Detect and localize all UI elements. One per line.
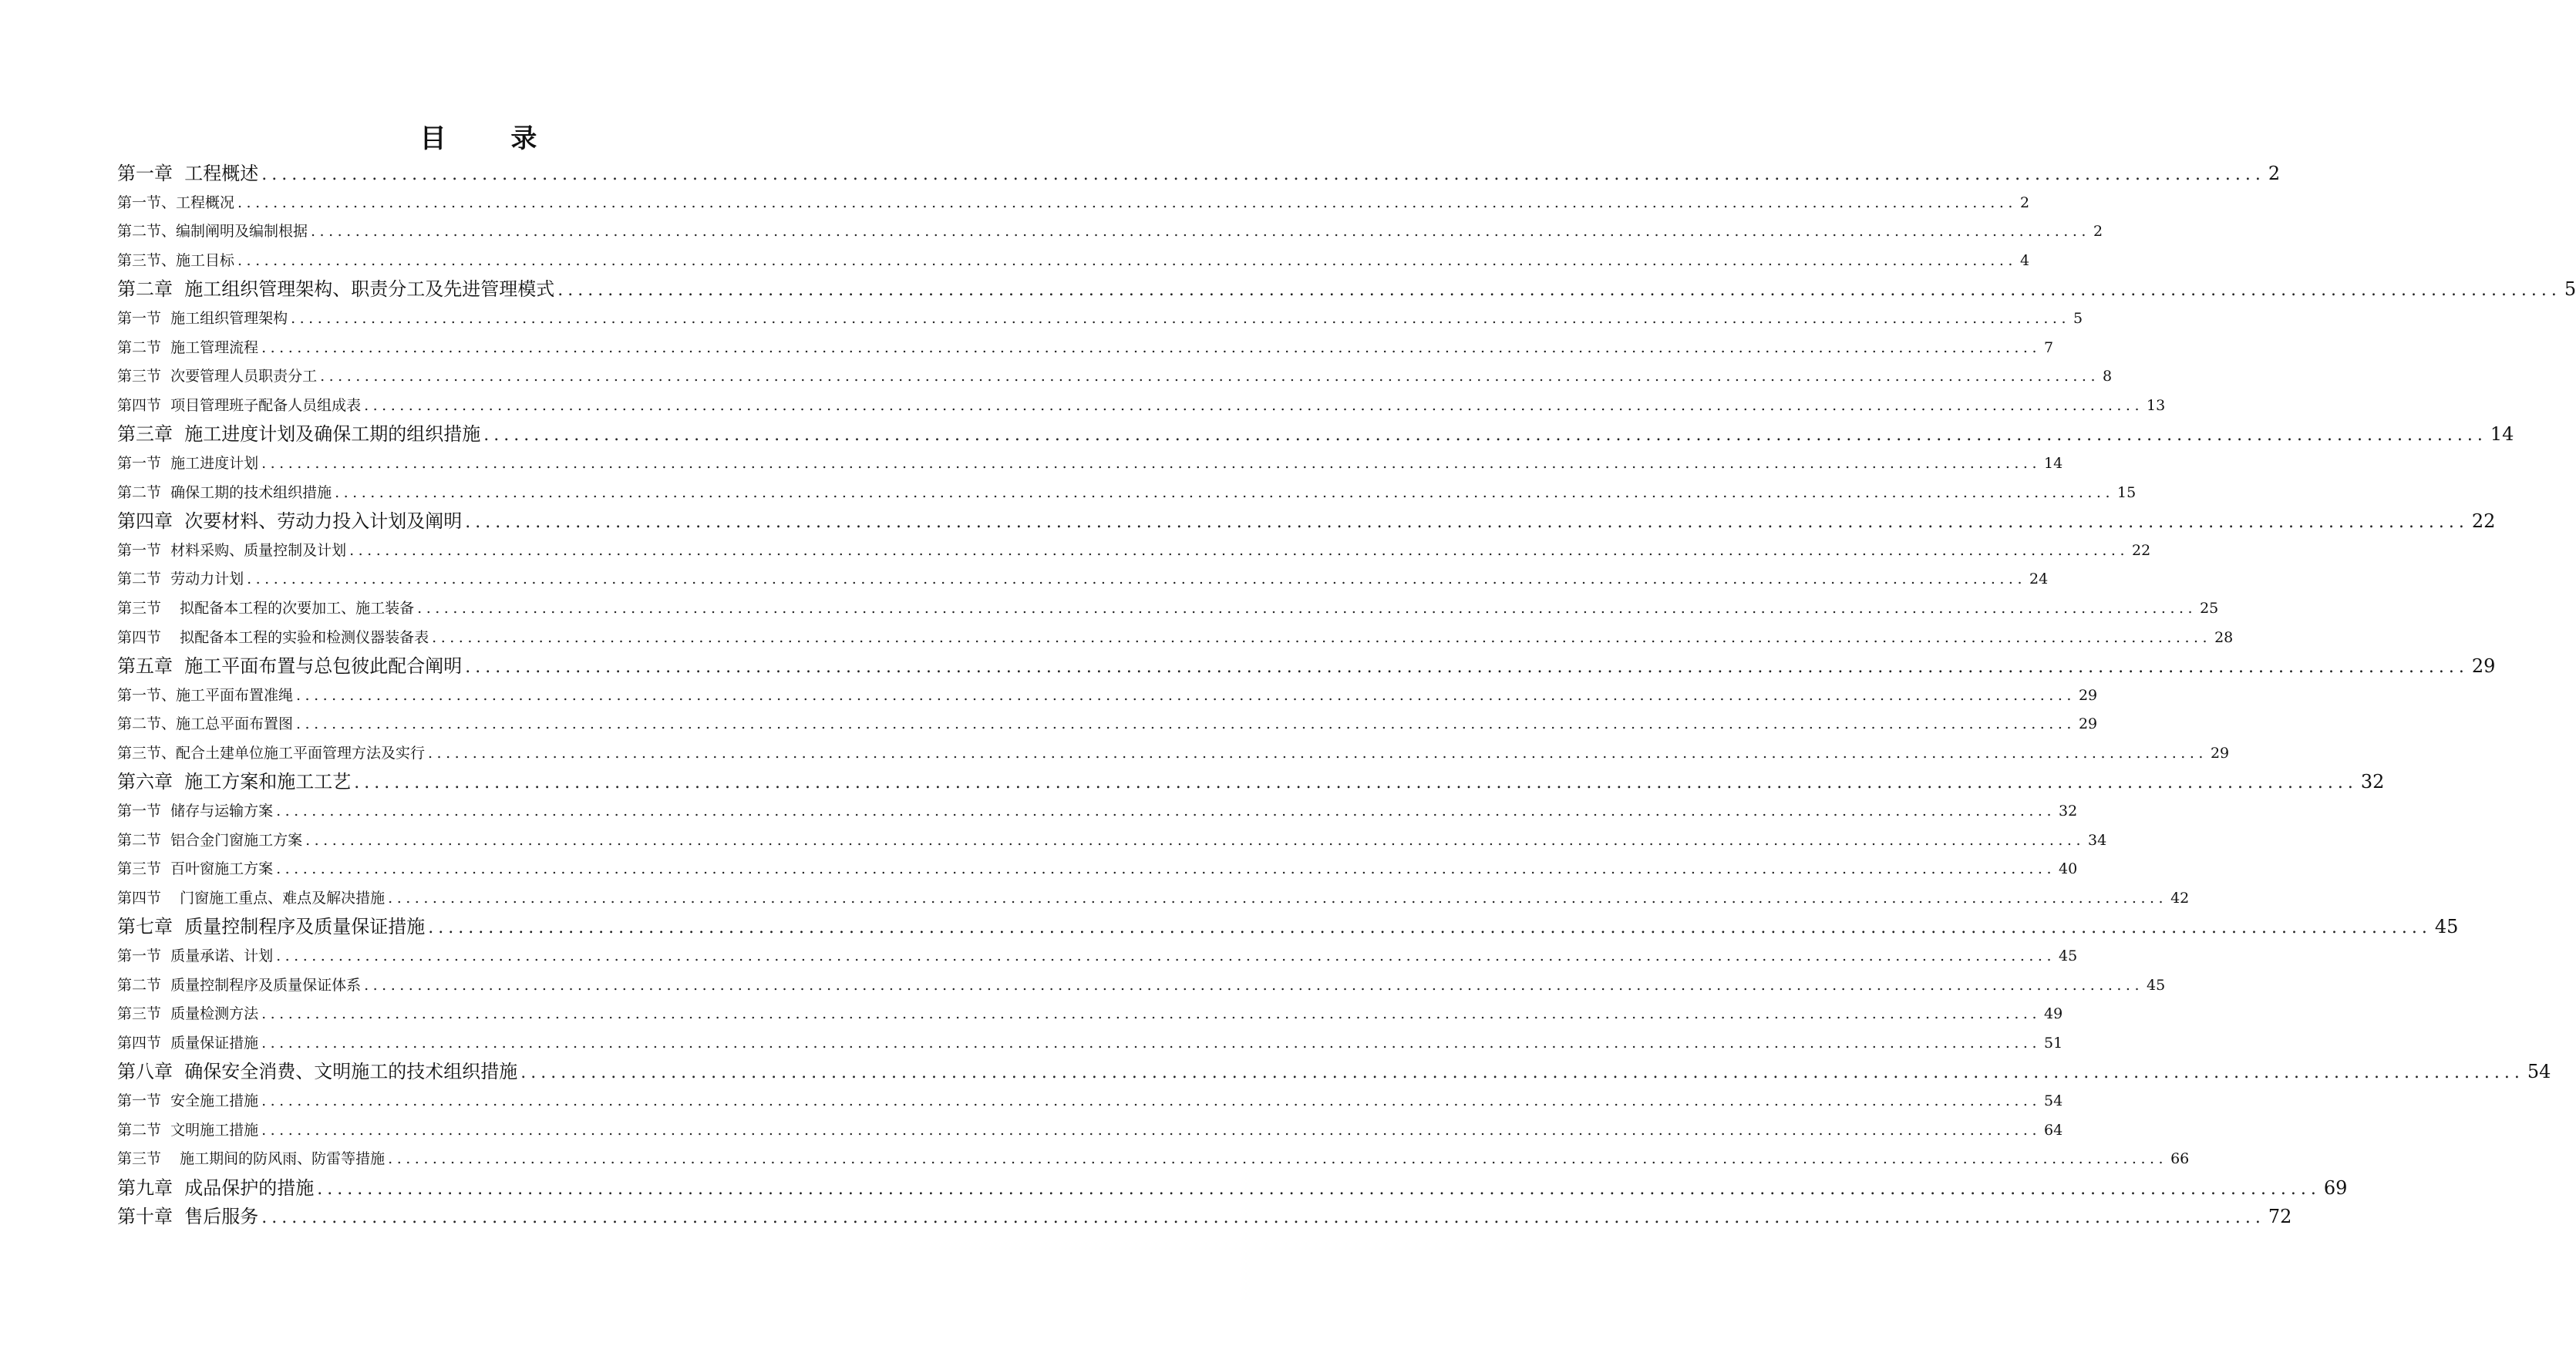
toc-entry-label: 第二节 确保工期的技术组织措施 <box>117 483 332 501</box>
toc-section-entry <box>117 247 2030 276</box>
toc-chapter-entry <box>117 1203 2292 1232</box>
toc-dot-leader: ........................................................................................................................................................................................................ <box>388 1150 2168 1168</box>
toc-entry-label: 第四节 拟配备本工程的实验和检测仪器装备表 <box>117 628 429 646</box>
toc-dot-leader: ........................................................................................................................................................................................................ <box>276 803 2056 820</box>
toc-dot-leader: ........................................................................................................................................................................................................ <box>388 889 2168 907</box>
toc-page-number: 28 <box>2214 628 2234 646</box>
toc-page-number: 54 <box>2044 1092 2063 1109</box>
toc-page-number: 5 <box>2564 278 2576 301</box>
toc-entry-label: 第八章 确保安全消费、文明施工的技术组织措施 <box>117 1061 518 1083</box>
toc-dot-leader: ........................................................................................................................................................................................................ <box>465 513 2469 533</box>
toc-dot-leader: ........................................................................................................................................................................................................ <box>428 918 2432 938</box>
toc-page-number: 5 <box>2073 309 2083 327</box>
toc-dot-leader: ........................................................................................................................................................................................................ <box>261 1034 2042 1052</box>
toc-entry-label: 第十章 售后服务 <box>117 1206 259 1228</box>
toc-page-number: 29 <box>2078 686 2098 704</box>
toc-section-entry <box>117 710 2098 739</box>
toc-page-number: 49 <box>2044 1005 2063 1023</box>
toc-page-number: 45 <box>2059 947 2078 965</box>
toc-page-number: 40 <box>2059 860 2078 878</box>
toc-section-entry <box>117 565 2049 594</box>
toc-entry-label: 第二节、施工总平面布置图 <box>117 715 294 733</box>
toc-entry-label: 第三节、配合土建单位施工平面管理方法及实行 <box>117 744 426 762</box>
toc-section-entry <box>117 1116 2063 1146</box>
toc-page-number: 14 <box>2490 423 2514 446</box>
toc-entry-label: 第一节 安全施工措施 <box>117 1092 259 1109</box>
toc-section-entry <box>117 826 2107 856</box>
toc-entry-label: 第三节 质量检测方法 <box>117 1005 259 1023</box>
toc-page-number: 69 <box>2323 1176 2348 1199</box>
toc-dot-leader: ........................................................................................................................................................................................................ <box>261 454 2042 472</box>
toc-section-entry <box>117 449 2063 479</box>
toc-dot-leader: ........................................................................................................................................................................................................ <box>237 251 2017 269</box>
toc-page-number: 42 <box>2170 889 2190 907</box>
toc-dot-leader: ........................................................................................................................................................................................................ <box>261 1121 2042 1139</box>
toc-dot-leader: ........................................................................................................................................................................................................ <box>417 599 2197 617</box>
toc-section-entry <box>117 189 2030 218</box>
toc-entry-label: 第三节 施工期间的防风雨、防雷等措施 <box>117 1150 386 1168</box>
toc-section-entry <box>117 334 2054 363</box>
toc-entry-label: 第二节 文明施工措施 <box>117 1121 259 1139</box>
toc-entry-label: 第二节 劳动力计划 <box>117 570 244 588</box>
toc-dot-leader: ........................................................................................................................................................................................................ <box>261 165 2265 184</box>
toc-entry-label: 第二节、编制阐明及编制根据 <box>117 223 308 241</box>
toc-dot-leader: ........................................................................................................................................................................................................ <box>237 194 2017 211</box>
toc-entry-label: 第一节、施工平面布置准绳 <box>117 686 294 704</box>
toc-dot-leader: ........................................................................................................................................................................................................ <box>364 396 2144 414</box>
toc-dot-leader: ........................................................................................................................................................................................................ <box>261 1092 2042 1109</box>
toc-page-number: 2 <box>2019 194 2030 211</box>
toc-entry-label: 第二节 施工管理流程 <box>117 338 259 356</box>
toc-dot-leader: ........................................................................................................................................................................................................ <box>557 281 2561 301</box>
toc-entry-label: 第二节 质量控制程序及质量保证体系 <box>117 976 362 994</box>
toc-page-number: 15 <box>2117 483 2137 501</box>
toc-dot-leader: ........................................................................................................................................................................................................ <box>261 1005 2042 1023</box>
toc-page-number: 45 <box>2434 916 2459 938</box>
toc-section-entry <box>117 682 2098 711</box>
toc-entry-label: 第六章 施工方案和施工工艺 <box>117 771 352 793</box>
toc-section-entry <box>117 479 2137 508</box>
toc-page-number: 64 <box>2044 1121 2063 1139</box>
toc-entry-label: 第四节 门窗施工重点、难点及解决措施 <box>117 889 386 907</box>
toc-page-number: 8 <box>2103 368 2113 385</box>
toc-dot-leader: ........................................................................................................................................................................................................ <box>349 541 2130 559</box>
toc-entry-label: 第三节 百叶窗施工方案 <box>117 860 274 878</box>
toc-dot-leader: ........................................................................................................................................................................................................ <box>276 947 2056 965</box>
toc-chapter-entry <box>117 160 2281 189</box>
toc-chapter-entry <box>117 1174 2348 1203</box>
toc-list <box>117 160 2576 1232</box>
toc-chapter-entry <box>117 652 2496 682</box>
toc-entry-label: 第三章 施工进度计划及确保工期的组织措施 <box>117 423 481 446</box>
toc-section-entry <box>117 942 2078 971</box>
toc-dot-leader: ........................................................................................................................................................................................................ <box>291 309 2071 327</box>
toc-dot-leader: ........................................................................................................................................................................................................ <box>311 223 2090 241</box>
toc-page-number: 45 <box>2147 976 2166 994</box>
toc-section-entry <box>117 1000 2063 1029</box>
toc-section-entry <box>117 1087 2063 1116</box>
toc-page-number: 24 <box>2029 570 2049 588</box>
toc-entry-label: 第九章 成品保护的措施 <box>117 1176 315 1199</box>
toc-entry-label: 第一节、工程概况 <box>117 194 235 211</box>
toc-entry-label: 第二节 铝合金门窗施工方案 <box>117 831 303 849</box>
toc-dot-leader: ........................................................................................................................................................................................................ <box>296 715 2076 733</box>
toc-entry-label: 第四章 次要材料、劳动力投入计划及阐明 <box>117 510 463 533</box>
toc-title: 目 录 <box>419 123 565 154</box>
toc-dot-leader: ........................................................................................................................................................................................................ <box>247 570 2027 588</box>
toc-chapter-entry <box>117 507 2496 537</box>
toc-section-entry <box>117 739 2230 769</box>
toc-entry-label: 第七章 质量控制程序及质量保证措施 <box>117 916 426 938</box>
toc-page-number: 29 <box>2210 744 2230 762</box>
toc-chapter-entry <box>117 420 2514 449</box>
toc-page-number: 14 <box>2044 454 2063 472</box>
toc-entry-label: 第五章 施工平面布置与总包彼此配合阐明 <box>117 655 463 678</box>
toc-dot-leader: ........................................................................................................................................................................................................ <box>428 744 2207 762</box>
toc-chapter-entry <box>117 768 2385 797</box>
toc-dot-leader: ........................................................................................................................................................................................................ <box>276 860 2056 878</box>
toc-page-number: 72 <box>2268 1206 2292 1228</box>
toc-entry-label: 第一节 储存与运输方案 <box>117 803 274 820</box>
toc-page-number: 13 <box>2147 396 2166 414</box>
toc-entry-label: 第一节 施工组织管理架构 <box>117 309 288 327</box>
toc-section-entry <box>117 362 2113 392</box>
toc-entry-label: 第一节 质量承诺、计划 <box>117 947 274 965</box>
toc-section-entry <box>117 594 2219 624</box>
toc-section-entry <box>117 797 2078 826</box>
toc-section-entry <box>117 971 2166 1001</box>
toc-page-number: 4 <box>2019 251 2030 269</box>
toc-dot-leader: ........................................................................................................................................................................................................ <box>317 1179 2321 1199</box>
toc-page-number: 2 <box>2268 163 2281 184</box>
toc-entry-label: 第二章 施工组织管理架构、职责分工及先进管理模式 <box>117 278 555 301</box>
toc-section-entry <box>117 392 2166 421</box>
toc-dot-leader: ........................................................................................................................................................................................................ <box>261 338 2042 356</box>
toc-dot-leader: ........................................................................................................................................................................................................ <box>520 1063 2524 1083</box>
toc-entry-label: 第四节 质量保证措施 <box>117 1034 259 1052</box>
toc-entry-label: 第三节 次要管理人员职责分工 <box>117 368 318 385</box>
toc-page-number: 34 <box>2088 831 2107 849</box>
toc-section-entry <box>117 305 2083 334</box>
toc-entry-label: 第三节 拟配备本工程的次要加工、施工装备 <box>117 599 415 617</box>
toc-chapter-entry <box>117 913 2459 942</box>
toc-dot-leader: ........................................................................................................................................................................................................ <box>364 976 2144 994</box>
toc-chapter-entry <box>117 275 2576 305</box>
toc-entry-label: 第三节、施工目标 <box>117 251 235 269</box>
toc-dot-leader: ........................................................................................................................................................................................................ <box>465 658 2469 678</box>
toc-entry-label: 第四节 项目管理班子配备人员组成表 <box>117 396 362 414</box>
toc-page-number: 54 <box>2527 1061 2551 1083</box>
toc-page-number: 29 <box>2078 715 2098 733</box>
toc-dot-leader: ........................................................................................................................................................................................................ <box>320 368 2100 385</box>
toc-page-number: 32 <box>2360 771 2385 793</box>
toc-dot-leader: ........................................................................................................................................................................................................ <box>483 426 2487 446</box>
toc-entry-label: 第一节 材料采购、质量控制及计划 <box>117 541 347 559</box>
toc-dot-leader: ........................................................................................................................................................................................................ <box>335 483 2115 501</box>
toc-page-number: 22 <box>2471 510 2496 533</box>
toc-dot-leader: ........................................................................................................................................................................................................ <box>432 628 2212 646</box>
toc-page-number: 29 <box>2471 655 2496 678</box>
toc-section-entry <box>117 855 2078 884</box>
toc-dot-leader: ........................................................................................................................................................................................................ <box>305 831 2086 849</box>
toc-section-entry <box>117 624 2234 653</box>
toc-dot-leader: ........................................................................................................................................................................................................ <box>261 1208 2265 1228</box>
toc-chapter-entry <box>117 1058 2551 1087</box>
toc-entry-label: 第一节 施工进度计划 <box>117 454 259 472</box>
toc-page-number: 66 <box>2170 1150 2190 1168</box>
toc-page-number: 2 <box>2093 223 2103 241</box>
toc-page-number: 22 <box>2132 541 2151 559</box>
toc-section-entry <box>117 1029 2063 1059</box>
toc-section-entry <box>117 1145 2190 1174</box>
toc-section-entry <box>117 537 2151 566</box>
toc-dot-leader: ........................................................................................................................................................................................................ <box>354 773 2358 793</box>
toc-section-entry <box>117 884 2190 914</box>
toc-dot-leader: ........................................................................................................................................................................................................ <box>296 686 2076 704</box>
toc-section-entry <box>117 217 2103 247</box>
toc-page-number: 51 <box>2044 1034 2063 1052</box>
toc-page-number: 7 <box>2044 338 2054 356</box>
toc-page-number: 32 <box>2059 803 2078 820</box>
toc-page-number: 25 <box>2200 599 2219 617</box>
toc-entry-label: 第一章 工程概述 <box>117 163 259 184</box>
